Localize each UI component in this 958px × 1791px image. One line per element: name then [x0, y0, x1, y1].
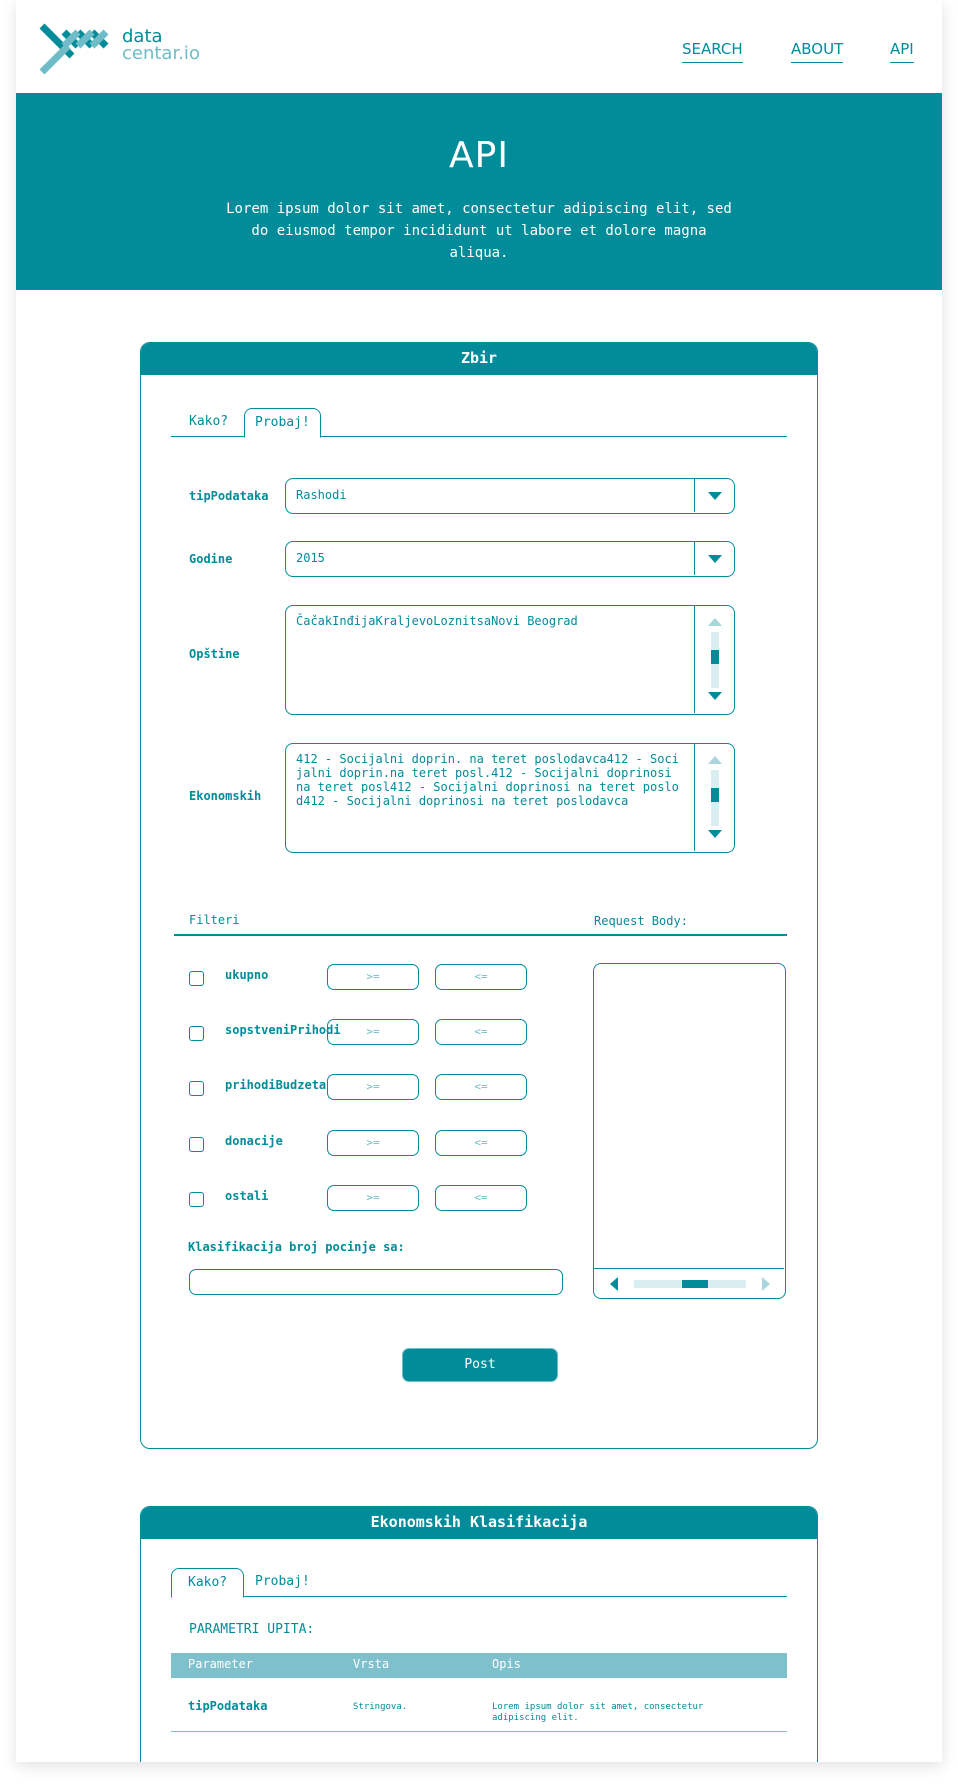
lte-button[interactable]: <= — [435, 1074, 527, 1100]
ekonomskih-label: Ekonomskih — [189, 789, 262, 803]
lte-button[interactable]: <= — [435, 1019, 527, 1045]
godine-select[interactable] — [285, 541, 735, 577]
cell-vrsta: Stringova. — [353, 1702, 408, 1712]
filter-name: sopstveniPrihodi — [225, 1023, 341, 1037]
lte-button[interactable]: <= — [435, 964, 527, 990]
table-header — [171, 1653, 787, 1678]
ekonomskih-listbox[interactable] — [285, 743, 735, 853]
opstine-label: Opštine — [189, 647, 240, 661]
chevron-down-icon — [708, 555, 722, 563]
hero-line1: Lorem ipsum dolor sit amet, consectetur adipiscing elit, sed — [226, 201, 732, 217]
nav-about[interactable]: ABOUT — [791, 40, 843, 63]
opstine-value: ČačakInđijaKraljevoLoznitsaNovi Beograd — [296, 614, 578, 628]
page-title: API — [449, 135, 509, 176]
horizontal-scrollbar[interactable] — [594, 1268, 784, 1298]
column-header: Vrsta — [353, 1657, 390, 1671]
tip-podataka-label: tipPodataka — [189, 489, 269, 503]
logo-mark-icon — [38, 22, 118, 74]
filter-row-sopstveni-prihodi — [189, 1019, 579, 1047]
filter-row-donacije — [189, 1130, 579, 1158]
logo[interactable] — [38, 22, 198, 74]
klasifikacija-input[interactable] — [189, 1269, 563, 1295]
logo-line2: centar.io — [122, 43, 200, 64]
column-header: Parameter — [188, 1657, 254, 1671]
filter-name: donacije — [225, 1134, 283, 1148]
filter-row-ostali — [189, 1185, 579, 1213]
filter-name: ukupno — [225, 968, 269, 982]
ekonomskih-klasifikacija-card — [140, 1506, 818, 1762]
godine-label: Godine — [189, 552, 233, 566]
tab-probaj[interactable]: Probaj! — [244, 408, 321, 438]
lte-button[interactable]: <= — [435, 1185, 527, 1211]
scroll-thumb[interactable] — [711, 788, 719, 802]
gte-button[interactable]: >= — [327, 1019, 419, 1045]
filter-checkbox[interactable] — [189, 1137, 204, 1152]
scroll-down-icon[interactable] — [708, 830, 722, 838]
zbir-tabs — [171, 407, 787, 437]
opstine-listbox[interactable] — [285, 605, 735, 715]
request-body-label: Request Body: — [594, 914, 688, 928]
tab-kako[interactable]: Kako? — [171, 1568, 244, 1598]
dropdown-toggle[interactable] — [694, 479, 734, 512]
klasifikacija-label: Klasifikacija broj pocinje sa: — [188, 1240, 405, 1254]
logo-text — [122, 28, 200, 62]
vertical-scrollbar[interactable] — [694, 606, 734, 713]
filter-row-prihodi-budzeta — [189, 1074, 579, 1102]
nav-search[interactable]: SEARCH — [682, 40, 743, 63]
scroll-right-icon[interactable] — [762, 1277, 770, 1291]
nav-api[interactable]: API — [890, 40, 914, 63]
tab-probaj[interactable]: Probaj! — [255, 1573, 310, 1589]
filter-row-ukupno — [189, 964, 579, 992]
request-body-area[interactable] — [593, 963, 786, 1299]
page — [16, 0, 942, 1762]
tip-podataka-select[interactable] — [285, 478, 735, 514]
filter-checkbox[interactable] — [189, 971, 204, 986]
ekonomskih-card-title: Ekonomskih Klasifikacija — [141, 1507, 817, 1539]
hero-line2: do eiusmod tempor incididunt ut labore et dolore magna aliqua. — [251, 223, 707, 261]
filteri-label: Filteri — [189, 913, 240, 927]
gte-button[interactable]: >= — [327, 964, 419, 990]
filter-checkbox[interactable] — [189, 1026, 204, 1041]
zbir-card-title: Zbir — [141, 343, 817, 375]
scroll-thumb[interactable] — [711, 650, 719, 664]
parametri-upita-label: PARAMETRI UPITA: — [189, 1622, 315, 1637]
ekonomskih-value: 412 - Socijalni doprin. na teret poslodavca412 - Socijalni doprin.na teret posl.412 - Socijalni doprinosi na teret posl412 - Socijalni doprinosi na teret poslod412 - Socijalni doprinosi na teret poslodavca — [296, 752, 679, 808]
scroll-thumb[interactable] — [682, 1280, 708, 1288]
cell-opis: Lorem ipsum dolor sit amet, consectetur adipiscing elit. — [492, 1702, 704, 1723]
post-button[interactable]: Post — [402, 1348, 558, 1382]
godine-value: 2015 — [296, 551, 325, 565]
column-header: Opis — [492, 1657, 521, 1671]
scroll-up-icon[interactable] — [708, 756, 722, 764]
ekonomskih-tabs — [171, 1567, 787, 1597]
filter-checkbox[interactable] — [189, 1081, 204, 1096]
zbir-card — [140, 342, 818, 1449]
dropdown-toggle[interactable] — [694, 542, 734, 575]
gte-button[interactable]: >= — [327, 1185, 419, 1211]
hero-banner — [16, 93, 942, 290]
filter-name: ostali — [225, 1189, 269, 1203]
vertical-scrollbar[interactable] — [694, 744, 734, 851]
scroll-up-icon[interactable] — [708, 618, 722, 626]
cell-parameter: tipPodataka — [188, 1699, 268, 1713]
lte-button[interactable]: <= — [435, 1130, 527, 1156]
tip-podataka-value: Rashodi — [296, 488, 347, 502]
logo-line1: data — [122, 26, 163, 47]
table-row — [171, 1678, 787, 1732]
chevron-down-icon — [708, 492, 722, 500]
divider — [174, 934, 787, 936]
gte-button[interactable]: >= — [327, 1074, 419, 1100]
gte-button[interactable]: >= — [327, 1130, 419, 1156]
scroll-left-icon[interactable] — [610, 1277, 618, 1291]
filter-checkbox[interactable] — [189, 1192, 204, 1207]
hero-description — [219, 198, 739, 264]
tab-kako[interactable]: Kako? — [189, 413, 229, 429]
scroll-down-icon[interactable] — [708, 692, 722, 700]
filter-name: prihodiBudzeta — [225, 1078, 327, 1092]
